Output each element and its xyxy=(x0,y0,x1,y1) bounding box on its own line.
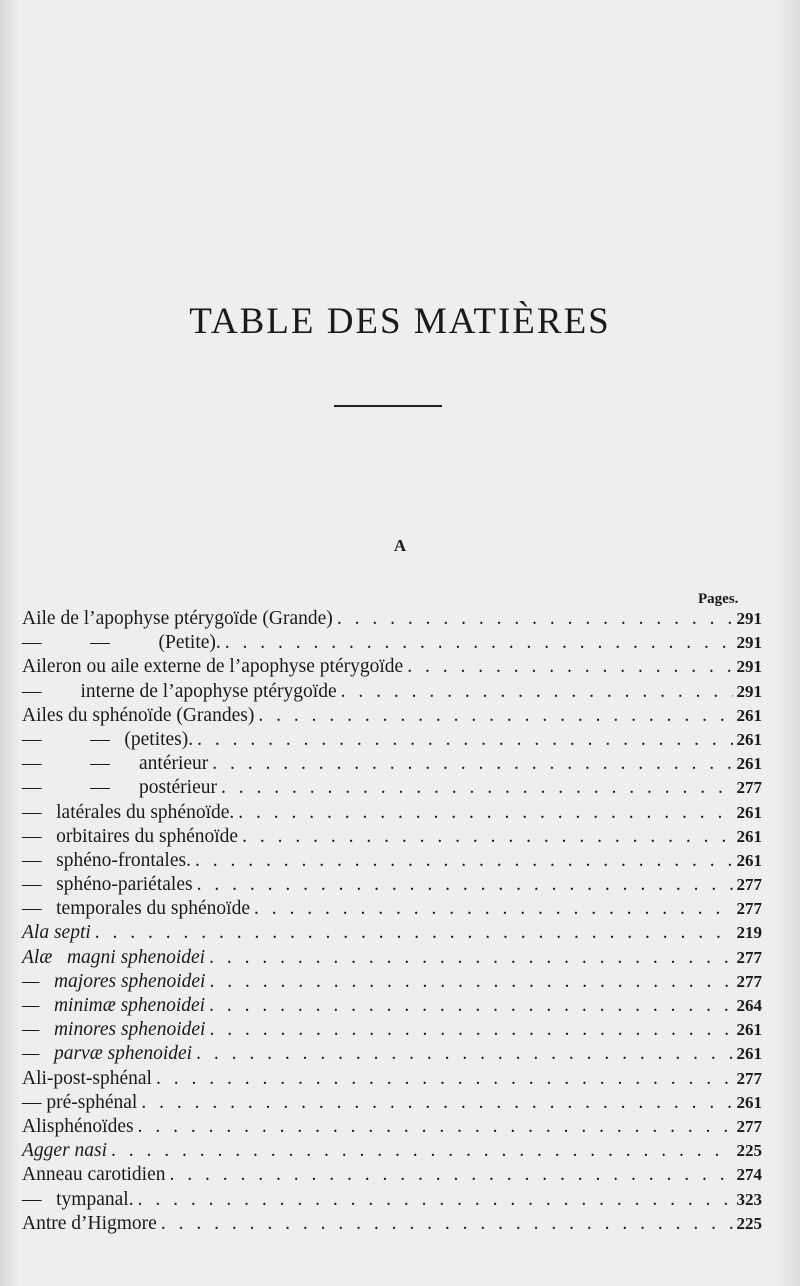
toc-leader xyxy=(242,825,732,849)
toc-leader xyxy=(195,849,733,873)
toc-list xyxy=(22,607,762,1236)
toc-leader xyxy=(111,1139,732,1163)
toc-entry-page: 291 xyxy=(736,609,762,628)
toc-entry-text: Alisphénoïdes xyxy=(22,1115,134,1137)
toc-entry xyxy=(22,631,762,655)
toc-leader xyxy=(212,752,732,776)
toc-entry xyxy=(22,801,762,825)
toc-entry-page: 261 xyxy=(736,1020,762,1040)
page-edge-right xyxy=(776,0,800,1286)
toc-entry xyxy=(22,1188,762,1212)
toc-entry-page: 261 xyxy=(736,1092,762,1112)
toc-leader xyxy=(161,1212,733,1236)
toc-leader xyxy=(138,1115,733,1139)
toc-entry xyxy=(22,655,762,679)
toc-entry xyxy=(22,946,762,970)
toc-entry-text: — parvæ sphenoidei xyxy=(22,1043,193,1065)
toc-entry xyxy=(22,970,762,994)
toc-leader xyxy=(258,704,732,728)
toc-entry xyxy=(22,607,762,631)
toc-entry-page: 277 xyxy=(736,899,762,919)
toc-leader xyxy=(209,1018,732,1042)
toc-leader xyxy=(209,970,732,994)
toc-entry-page: 323 xyxy=(736,1189,762,1209)
toc-entry-text: — orbitaires du sphénoïde xyxy=(22,825,239,847)
toc-entry-text: Agger nasi xyxy=(22,1140,108,1162)
toc-leader xyxy=(238,801,732,825)
toc-entry-page: 225 xyxy=(736,1141,762,1161)
toc-entry-page: 261 xyxy=(736,729,762,749)
toc-entry xyxy=(22,680,762,704)
toc-entry-text: Aile de l’apophyse ptérygoïde (Grande) xyxy=(22,608,333,629)
toc-entry xyxy=(22,704,762,728)
toc-leader xyxy=(221,776,733,800)
toc-entry-text: — sphéno-pariétales xyxy=(22,874,193,896)
toc-entry-page: 277 xyxy=(736,947,762,967)
toc-entry-text: — tympanal. xyxy=(22,1188,134,1210)
toc-entry xyxy=(22,1139,762,1163)
toc-entry xyxy=(22,825,762,849)
toc-entry-text: — — antérieur xyxy=(22,753,209,775)
toc-entry-page: 277 xyxy=(736,875,762,895)
toc-leader xyxy=(169,1163,732,1187)
toc-entry xyxy=(22,994,762,1018)
toc-entry xyxy=(22,1163,762,1187)
toc-leader xyxy=(197,873,733,897)
title-rule xyxy=(334,405,442,407)
toc-entry-text: Alæ magni sphenoidei xyxy=(22,946,206,968)
toc-entry xyxy=(22,1212,762,1236)
toc-entry-text: Ali-post-sphénal xyxy=(22,1067,152,1089)
toc-entry-text: — — (petites). xyxy=(22,728,194,750)
toc-leader xyxy=(138,1188,733,1212)
toc-entry xyxy=(22,849,762,873)
toc-entry-text: Anneau carotidien xyxy=(22,1164,166,1186)
page-edge-left xyxy=(0,0,18,1286)
toc-entry xyxy=(22,752,762,776)
pages-column-label: Pages. xyxy=(698,591,739,607)
toc-leader xyxy=(407,655,732,679)
toc-entry-page: 225 xyxy=(736,1213,762,1233)
toc-leader xyxy=(209,994,732,1018)
toc-leader xyxy=(141,1091,732,1115)
toc-leader xyxy=(197,728,732,752)
toc-entry-page: 274 xyxy=(736,1165,762,1185)
toc-entry-page: 277 xyxy=(736,971,762,991)
toc-entry-text: Ala septi xyxy=(22,922,91,944)
toc-entry-text: — latérales du sphénoïde. xyxy=(22,801,235,823)
toc-entry-text: Ailes du sphénoïde (Grandes) xyxy=(22,704,255,726)
toc-entry-page: 291 xyxy=(736,681,762,701)
toc-entry-text: — majores sphenoidei xyxy=(22,970,206,992)
toc-entry-text: — sphéno-frontales. xyxy=(22,849,191,871)
toc-leader xyxy=(196,1042,732,1066)
toc-entry-page: 261 xyxy=(736,705,762,725)
toc-entry xyxy=(22,1018,762,1042)
toc-leader xyxy=(225,631,733,655)
toc-entry-page: 261 xyxy=(736,1044,762,1064)
toc-entry xyxy=(22,728,762,752)
toc-leader xyxy=(156,1067,733,1091)
page-title: TABLE DES MATIÈRES xyxy=(189,301,611,342)
toc-entry-page: 261 xyxy=(736,826,762,846)
toc-entry xyxy=(22,776,762,800)
toc-entry-text: — pré-sphénal xyxy=(22,1091,138,1113)
toc-entry-text: — minores sphenoidei xyxy=(22,1019,206,1041)
toc-entry-text: — minimæ sphenoidei xyxy=(22,995,206,1016)
toc-leader xyxy=(337,607,733,631)
toc-entry-page: 277 xyxy=(736,1068,762,1088)
toc-entry-page: 264 xyxy=(736,996,762,1015)
toc-leader xyxy=(209,946,732,970)
toc-leader xyxy=(95,921,733,945)
section-letter: A xyxy=(393,536,407,555)
toc-entry xyxy=(22,1042,762,1066)
toc-entry-page: 219 xyxy=(736,923,762,943)
toc-entry xyxy=(22,873,762,897)
toc-entry xyxy=(22,897,762,921)
toc-entry-text: Antre d’Higmore xyxy=(22,1212,157,1234)
toc-entry-page: 277 xyxy=(736,1116,762,1136)
toc-entry-page: 277 xyxy=(736,778,762,798)
toc-entry xyxy=(22,1115,762,1139)
toc-entry-text: — interne de l’apophyse ptérygoïde xyxy=(22,680,337,702)
toc-entry-text: — — postérieur xyxy=(22,777,217,799)
toc-entry-page: 261 xyxy=(736,802,762,822)
toc-entry-page: 261 xyxy=(736,850,762,870)
toc-entry-text: — temporales du sphénoïde xyxy=(22,898,250,920)
toc-entry-text: — — (Petite). xyxy=(22,632,221,654)
toc-entry xyxy=(22,921,762,945)
toc-entry-text: Aileron ou aile externe de l’apophyse ptérygoïde xyxy=(22,656,404,678)
toc-entry xyxy=(22,1067,762,1091)
toc-entry xyxy=(22,1091,762,1115)
toc-entry-page: 291 xyxy=(736,657,762,677)
toc-entry-page: 291 xyxy=(736,633,762,653)
toc-leader xyxy=(341,680,733,704)
toc-leader xyxy=(254,897,733,921)
toc-entry-page: 261 xyxy=(736,754,762,774)
